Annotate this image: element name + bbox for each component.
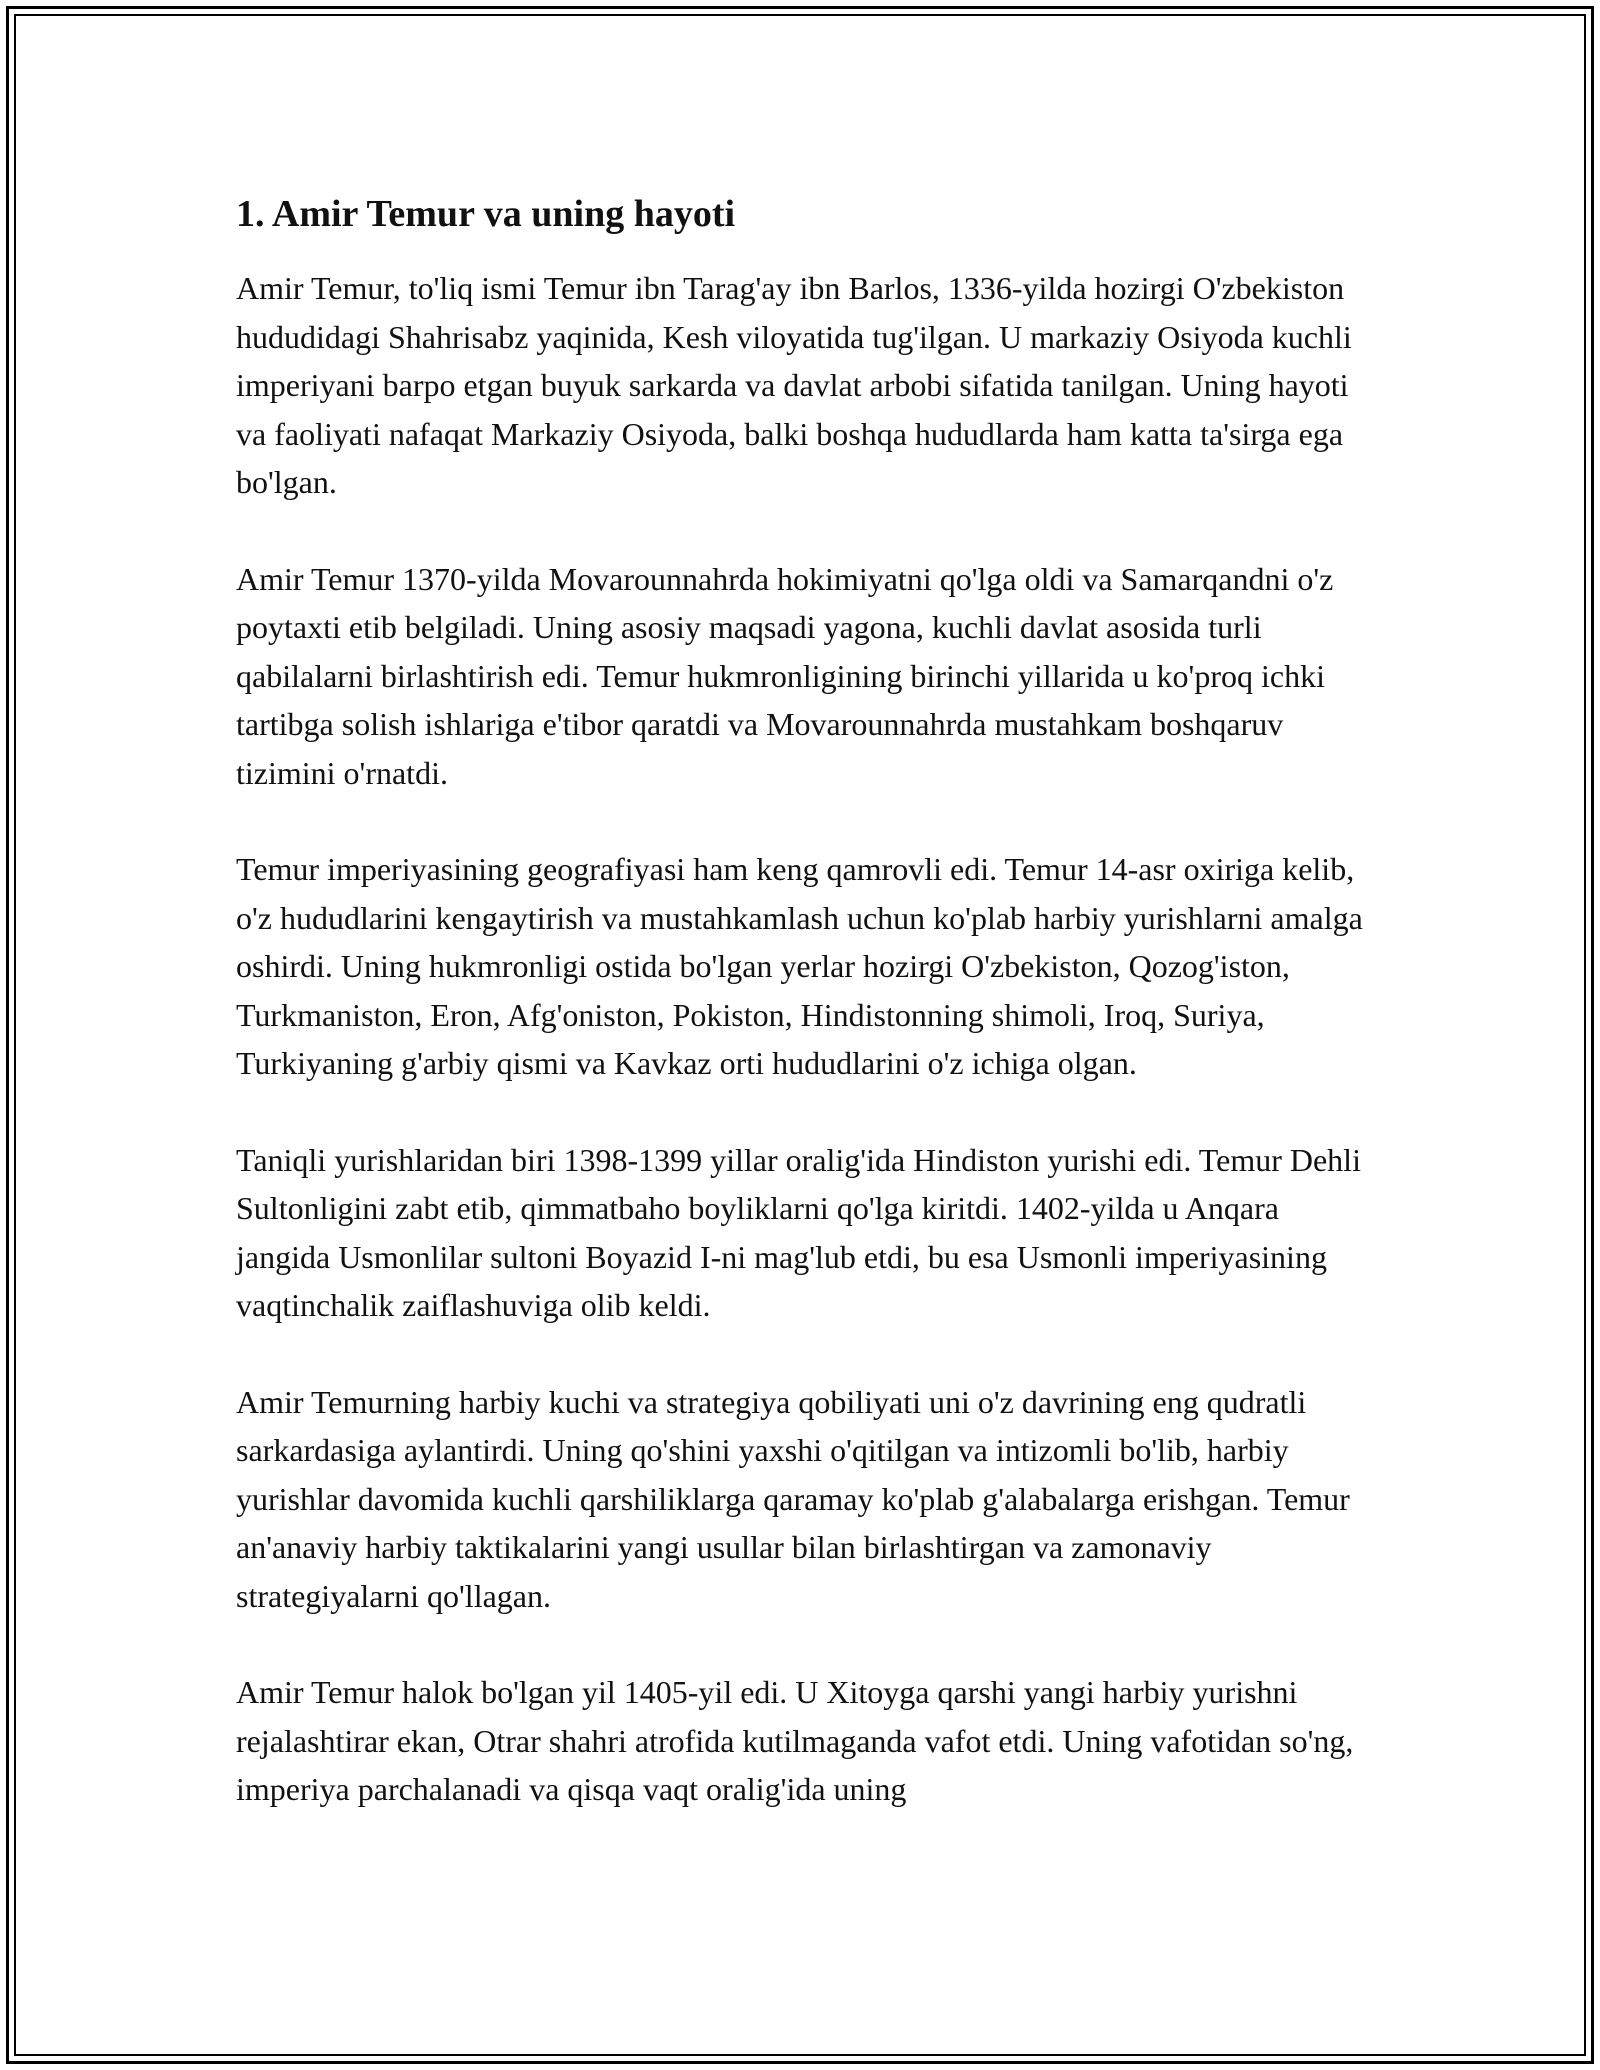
paragraph-birth: Amir Temur, to'liq ismi Temur ibn Tarag'ay ibn Barlos, 1336-yilda hozirgi O'zbekiston hududidagi Shahrisabz yaqinida, Kesh viloyatida tug'ilgan. U markaziy Osiyoda kuchli imperiyani barpo etgan buyuk sarkarda va davlat arbobi sifatida tanilgan. Uning hayoti va faoliyati nafaqat Markaziy Osiyoda, balki boshqa hududlarda ham katta ta'sirga ega bo'lgan. [236,270,1352,500]
paragraph-empire-geography: Temur imperiyasining geografiyasi ham keng qamrovli edi. Temur 14-asr oxiriga kelib, o'z hududlarini kengaytirish va mustahkamlash uchun ko'plab harbiy yurishlarni amalga oshirdi. Uning hukmronligi ostida bo'lgan yerlar hozirgi O'zbekiston, Qozog'iston, Turkmaniston, Eron, Afg'oniston, Pokiston, Hindistonning shimoli, Iroq, Suriya, Turkiyaning g'arbiy qismi va Kavkaz orti hududlarini o'z ichiga olgan. [236,851,1363,1081]
paragraph-rise-to-power: Amir Temur 1370-yilda Movarounnahrda hokimiyatni qo'lga oldi va Samarqandni o'z poytaxti etib belgiladi. Uning asosiy maqsadi yagona, kuchli davlat asosida turli qabilalarni birlashtirish edi. Temur hukmronligining birinchi yillarida u ko'proq ichki tartibga solish ishlariga e'tibor qaratdi va Movarounnahrda mustahkam boshqaruv tizimini o'rnatdi. [236,560,1334,791]
paragraph-death: Amir Temur halok bo'lgan yil 1405-yil edi. U Xitoyga qarshi yangi harbiy yurishni rejalashtirar ekan, Otrar shahri atrofida kutilmaganda vafot etdi. Uning vafotidan so'ng, imperiya parchalanadi va qisqa vaqt oralig'ida uning [236,1674,1354,1807]
paragraph-military-strategy: Amir Temurning harbiy kuchi va strategiya qobiliyati uni o'z davrining eng qudratli sarkardasiga aylantirdi. Uning qo'shini yaxshi o'qitilgan va intizomli bo'lib, harbiy yurishlar davomida kuchli qarshiliklarga qaramay ko'plab g'alabalarga erishgan. Temur an'anaviy harbiy taktikalarini yangi usullar bilan birlashtirgan va zamonaviy strategiyalarni qo'llagan. [236,1383,1350,1614]
document-body [236,186,1376,1862]
section-heading: 1. Amir Temur va uning hayoti [236,193,736,235]
paragraph-campaigns: Taniqli yurishlaridan biri 1398-1399 yillar oralig'ida Hindiston yurishi edi. Temur Dehli Sultonligini zabt etib, qimmatbaho boyliklarni qo'lga kiritdi. 1402-yilda u Anqara jangida Usmonlilar sultoni Boyazid I-ni mag'lub etdi, bu esa Usmonli imperiyasining vaqtinchalik zaiflashuviga olib keldi. [236,1141,1361,1323]
